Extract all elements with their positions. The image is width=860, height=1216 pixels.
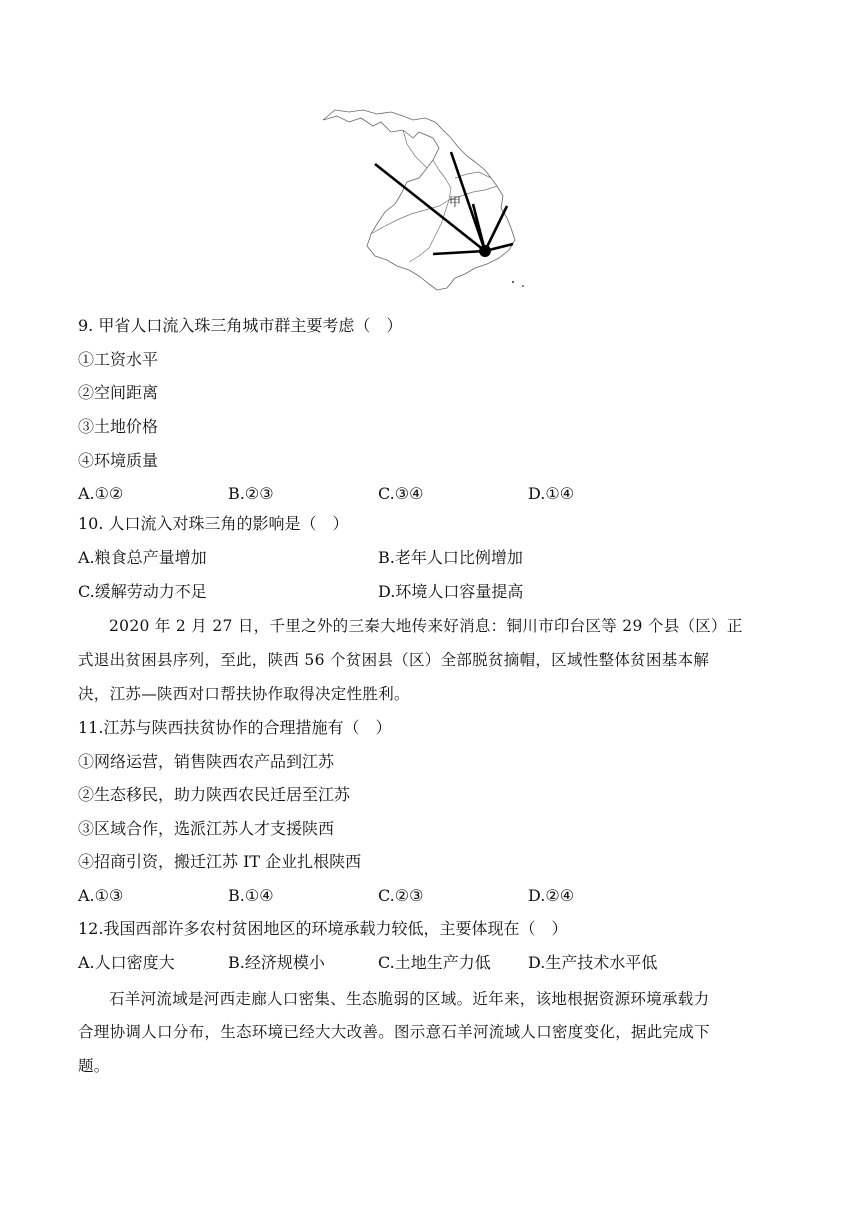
q10-option-b[interactable]: B.老年人口比例增加 (378, 548, 523, 567)
passage1-line3: 决，江苏—陕西对口帮扶协作取得决定性胜利。 (78, 685, 410, 703)
q9-option-d[interactable]: D.①④ (528, 484, 575, 503)
q10-stem: 10. 人口流入对珠三角的影响是（ ） (78, 514, 349, 533)
migration-map-svg (315, 108, 530, 298)
q9-item-4: ④环境质量 (78, 451, 159, 470)
q9-item-1: ①工资水平 (78, 350, 159, 369)
migration-line-northeast (485, 206, 507, 251)
q12-option-d[interactable]: D.生产技术水平低 (528, 953, 658, 972)
migration-map-figure (315, 108, 530, 298)
province-border-2 (433, 160, 451, 224)
q9-stem: 9. 甲省人口流入珠三角城市群主要考虑（ ） (78, 316, 403, 335)
q9-option-c[interactable]: C.③④ (378, 484, 424, 503)
passage1-line2: 式退出贫困县序列，至此，陕西 56 个贫困县（区）全部脱贫摘帽，区域性整体贫困基本解 (78, 651, 710, 669)
q11-item-3: ③区域合作，选派江苏人才支援陕西 (78, 819, 335, 838)
passage2-line1: 石羊河流域是河西走廊人口密集、生态脆弱的区域。近年来，该地根据资源环境承载力 (109, 990, 710, 1008)
q11-option-b[interactable]: B.①④ (228, 886, 274, 905)
migration-line-west (433, 251, 485, 254)
province-border-1 (371, 200, 449, 234)
q10-option-d[interactable]: D.环境人口容量提高 (378, 582, 524, 601)
q11-item-4: ④招商引资，搬迁江苏 IT 企业扎根陕西 (78, 852, 362, 871)
q11-item-2: ②生态移民，助力陕西农民迁居至江苏 (78, 785, 351, 804)
pearl-river-delta-point (479, 245, 491, 257)
province-border-4 (409, 224, 441, 262)
island-dot-2 (522, 285, 524, 287)
q9-item-2: ②空间距离 (78, 383, 159, 402)
passage1-line1: 2020 年 2 月 27 日，千里之外的三秦大地传来好消息：铜川市印台区等 29 个县（区）正 (109, 617, 743, 635)
q10-option-c[interactable]: C.缓解劳动力不足 (78, 582, 207, 601)
migration-line-northwest (375, 164, 485, 251)
q9-option-b[interactable]: B.②③ (228, 484, 274, 503)
q12-stem: 12.我国西部许多农村贫困地区的环境承载力较低，主要体现在（ ） (78, 919, 568, 938)
q11-stem: 11.江苏与陕西扶贫协作的合理措施有（ ） (78, 718, 392, 737)
q11-item-1: ①网络运营，销售陕西农产品到江苏 (78, 752, 335, 771)
island-dot-1 (512, 281, 514, 283)
passage2-line2: 合理协调人口分布，生态环境已经大大改善。图示意石羊河流域人口密度变化，据此完成下 (78, 1023, 711, 1041)
q11-option-c[interactable]: C.②③ (378, 886, 424, 905)
q12-option-b[interactable]: B.经济规模小 (228, 953, 325, 972)
q9-option-a[interactable]: A.①② (78, 484, 124, 503)
q12-option-c[interactable]: C.土地生产力低 (378, 953, 491, 972)
q11-option-a[interactable]: A.①③ (78, 886, 124, 905)
q9-item-3: ③土地价格 (78, 417, 159, 436)
passage2-line3: 题。 (78, 1057, 110, 1075)
q10-option-a[interactable]: A.粮食总产量增加 (78, 548, 207, 567)
q11-option-d[interactable]: D.②④ (528, 886, 575, 905)
q12-option-a[interactable]: A.人口密度大 (78, 953, 175, 972)
map-label-jia: 甲 (449, 195, 462, 209)
